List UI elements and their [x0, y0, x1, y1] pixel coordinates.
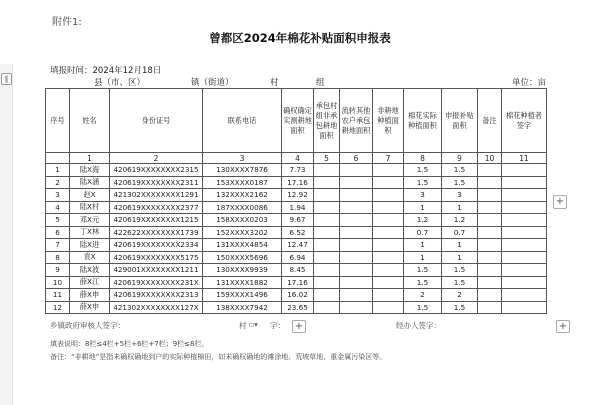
add-column-button[interactable]: + [553, 195, 567, 209]
table-row [46, 289, 547, 302]
header-cell: 确权确定实测耕地面积 [282, 89, 314, 153]
collapse-marker-icon[interactable]: ▫▾ [249, 320, 258, 329]
table-cell[interactable] [340, 251, 373, 264]
header-cell: 棉花种植者签字 [502, 89, 547, 153]
table-cell[interactable] [314, 164, 340, 177]
table-cell[interactable]: 1 [70, 153, 110, 164]
table-cell[interactable] [314, 189, 340, 202]
village-signature-label: 村 [239, 321, 247, 330]
table-cell[interactable]: 7 [373, 153, 404, 164]
table-cell[interactable] [478, 276, 502, 289]
handler-signature-label: 经办人签字： [396, 321, 441, 330]
row-number[interactable]: 7 [46, 239, 70, 252]
declared-area[interactable]: 3 [442, 189, 478, 202]
table-cell[interactable]: 2 [110, 153, 203, 164]
actual-area[interactable]: 1.5 [404, 164, 442, 177]
table-cell[interactable] [478, 164, 502, 177]
row-number[interactable]: 5 [46, 214, 70, 227]
id-number[interactable]: 420619XXXXXXXX1215 [110, 214, 203, 227]
measured-area[interactable]: 23.65 [282, 301, 314, 314]
table-cell[interactable] [478, 264, 502, 277]
table-cell[interactable] [373, 226, 404, 239]
header-row [46, 89, 547, 153]
table-cell[interactable] [478, 189, 502, 202]
id-number[interactable]: 420619XXXXXXXX2377 [110, 201, 203, 214]
table-cell[interactable] [373, 289, 404, 302]
table-cell[interactable] [314, 214, 340, 227]
group-label: 组 [316, 78, 325, 88]
row-number[interactable]: 4 [46, 201, 70, 214]
county-label: 县（市、区） [94, 78, 146, 88]
header-cell: 姓名 [70, 89, 110, 153]
id-number[interactable]: 420619XXXXXXXX5175 [110, 251, 203, 264]
table-cell[interactable] [46, 153, 70, 164]
row-number[interactable]: 6 [46, 226, 70, 239]
declared-area[interactable]: 1.5 [442, 164, 478, 177]
table-cell[interactable]: 4 [282, 153, 314, 164]
id-number[interactable]: 422622XXXXXXXX1739 [110, 226, 203, 239]
table-cell[interactable] [502, 189, 547, 202]
table-cell[interactable] [373, 189, 404, 202]
table-cell[interactable] [373, 301, 404, 314]
actual-area[interactable]: 1.5 [404, 301, 442, 314]
measured-area[interactable]: 12.92 [282, 189, 314, 202]
table-cell[interactable] [340, 214, 373, 227]
table-cell[interactable] [478, 239, 502, 252]
table-cell[interactable] [340, 301, 373, 314]
phone-number[interactable]: 130XXXX9939 [203, 264, 282, 277]
farmer-name[interactable]: 薛X申 [70, 289, 110, 302]
header-cell: 申报补贴面积 [442, 89, 478, 153]
actual-area[interactable]: 1 [404, 239, 442, 252]
village-label: 村 [270, 78, 279, 88]
table-cell[interactable] [373, 251, 404, 264]
fill-time: 填报时间：2024年12月18日 [50, 66, 162, 76]
row-number[interactable]: 9 [46, 264, 70, 277]
id-number[interactable]: 429001XXXXXXXX1211 [110, 264, 203, 277]
table-cell[interactable] [373, 214, 404, 227]
add-row-button-right[interactable]: + [556, 320, 570, 333]
table-cell[interactable] [502, 201, 547, 214]
farmer-name[interactable]: 陆X涵 [70, 176, 110, 189]
row-number[interactable]: 1 [46, 164, 70, 177]
declared-area[interactable]: 0.7 [442, 226, 478, 239]
measured-area[interactable]: 8.45 [282, 264, 314, 277]
table-cell[interactable] [340, 264, 373, 277]
id-number[interactable]: 420619XXXXXXXX231X [110, 276, 203, 289]
table-cell[interactable]: 6 [340, 153, 373, 164]
header-cell: 身份证号 [110, 89, 203, 153]
declaration-table [45, 88, 547, 314]
row-number[interactable]: 8 [46, 251, 70, 264]
measured-area[interactable]: 17.16 [282, 176, 314, 189]
table-cell[interactable] [502, 264, 547, 277]
table-cell[interactable] [314, 226, 340, 239]
table-cell[interactable] [314, 264, 340, 277]
table-cell[interactable] [373, 264, 404, 277]
header-cell: 棉花实际种植面积 [404, 89, 442, 153]
phone-number[interactable]: 130XXXX7876 [203, 164, 282, 177]
id-number[interactable]: 420619XXXXXXXX2315 [110, 164, 203, 177]
table-cell[interactable] [340, 226, 373, 239]
table-cell[interactable] [314, 239, 340, 252]
table-cell[interactable] [340, 276, 373, 289]
table-cell[interactable] [478, 289, 502, 302]
table-cell[interactable] [373, 276, 404, 289]
table-cell[interactable]: 3 [203, 153, 282, 164]
actual-area[interactable]: 0.7 [404, 226, 442, 239]
measured-area[interactable]: 12.47 [282, 239, 314, 252]
table-cell[interactable] [314, 176, 340, 189]
table-cell[interactable] [502, 301, 547, 314]
table-row [46, 251, 547, 264]
phone-number[interactable]: 131XXXX1882 [203, 276, 282, 289]
actual-area[interactable]: 1.2 [404, 214, 442, 227]
table-cell[interactable] [478, 301, 502, 314]
phone-number[interactable]: 159XXXX1496 [203, 289, 282, 302]
table-row [46, 239, 547, 252]
row-number[interactable]: 11 [46, 289, 70, 302]
town-label: 镇（街道） [191, 78, 234, 88]
attachment-label: 附件1: [52, 17, 82, 28]
table-row [46, 214, 547, 227]
measured-area[interactable]: 1.94 [282, 201, 314, 214]
farmer-name[interactable]: 丁X林 [70, 226, 110, 239]
phone-number[interactable]: 158XXXX0203 [203, 214, 282, 227]
measured-area[interactable]: 6.94 [282, 251, 314, 264]
actual-area[interactable]: 2 [404, 289, 442, 302]
table-cell[interactable] [314, 276, 340, 289]
measured-area[interactable]: 16.02 [282, 289, 314, 302]
table-cell[interactable] [340, 239, 373, 252]
table-row [46, 189, 547, 202]
phone-number[interactable]: 187XXXX0086 [203, 201, 282, 214]
actual-area[interactable]: 1.5 [404, 276, 442, 289]
table-cell[interactable] [373, 201, 404, 214]
table-cell[interactable] [502, 164, 547, 177]
table-cell[interactable] [314, 251, 340, 264]
actual-area[interactable]: 1.5 [404, 264, 442, 277]
actual-area[interactable]: 1.5 [404, 176, 442, 189]
declared-area[interactable]: 1.5 [442, 301, 478, 314]
table-cell[interactable] [502, 176, 547, 189]
table-cell[interactable] [478, 201, 502, 214]
table-row [46, 176, 547, 189]
table-cell[interactable]: 10 [478, 153, 502, 164]
farmer-name[interactable]: 袁X [70, 251, 110, 264]
page-title: 曾都区2024年棉花补贴面积申报表 [209, 31, 391, 45]
farmer-name[interactable]: 薛X申 [70, 301, 110, 314]
column-number-row [46, 153, 547, 164]
table-cell[interactable] [478, 176, 502, 189]
table-cell[interactable] [502, 251, 547, 264]
header-cell: 非耕地种植面积 [373, 89, 404, 153]
table-cell[interactable]: 8 [404, 153, 442, 164]
id-number[interactable]: 420619XXXXXXXX2311 [110, 176, 203, 189]
id-number[interactable]: 421302XXXXXXXX1291 [110, 189, 203, 202]
table-cell[interactable] [373, 164, 404, 177]
actual-area[interactable]: 1 [404, 251, 442, 264]
declared-area[interactable]: 1.5 [442, 264, 478, 277]
table-cell[interactable]: 11 [502, 153, 547, 164]
farmer-name[interactable]: 陆X村 [70, 201, 110, 214]
header-cell: 承包村组非承包耕地面积 [314, 89, 340, 153]
table-cell[interactable] [478, 214, 502, 227]
table-row [46, 164, 547, 177]
declared-area[interactable]: 1 [442, 239, 478, 252]
declared-area[interactable]: 1.5 [442, 176, 478, 189]
header-cell: 流转其他农户承包耕地面积 [340, 89, 373, 153]
declared-area[interactable]: 1 [442, 201, 478, 214]
village-signature-suffix: 字： [270, 321, 285, 330]
id-number[interactable]: 420619XXXXXXXX2334 [110, 239, 203, 252]
header-cell: 联系电话 [203, 89, 282, 153]
fill-instructions: 填表说明：8栏≤4栏+5栏+6栏+7栏；9栏≤8栏。 [50, 340, 209, 348]
table-cell[interactable] [502, 276, 547, 289]
table-cell[interactable]: 5 [314, 153, 340, 164]
phone-number[interactable]: 150XXXX5696 [203, 251, 282, 264]
row-number[interactable]: 12 [46, 301, 70, 314]
table-cell[interactable] [340, 289, 373, 302]
phone-number[interactable]: 138XXXX7942 [203, 301, 282, 314]
measured-area[interactable]: 6.52 [282, 226, 314, 239]
table-row [46, 264, 547, 277]
editor-left-gutter [0, 64, 13, 405]
table-cell[interactable] [478, 251, 502, 264]
table-move-handle-icon[interactable]: ‖ [1, 73, 12, 85]
table-cell[interactable]: 9 [442, 153, 478, 164]
table-row [46, 301, 547, 314]
declared-area[interactable]: 1 [442, 251, 478, 264]
farmer-name[interactable]: 陆X海 [70, 164, 110, 177]
measured-area[interactable]: 9.67 [282, 214, 314, 227]
farmer-name[interactable]: 赵X [70, 189, 110, 202]
id-number[interactable]: 420619XXXXXXXX2313 [110, 289, 203, 302]
phone-number[interactable]: 131XXXX4854 [203, 239, 282, 252]
declared-area[interactable]: 1.2 [442, 214, 478, 227]
table-cell[interactable] [502, 239, 547, 252]
measured-area[interactable]: 7.73 [282, 164, 314, 177]
table-row [46, 226, 547, 239]
table-cell[interactable] [340, 189, 373, 202]
unit-label: 单位：亩 [512, 78, 547, 88]
declared-area[interactable]: 1.5 [442, 276, 478, 289]
table-row [46, 276, 547, 289]
row-number[interactable]: 10 [46, 276, 70, 289]
header-cell: 备注 [478, 89, 502, 153]
measured-area[interactable]: 17.16 [282, 276, 314, 289]
farmer-name[interactable]: 陆X进 [70, 239, 110, 252]
phone-number[interactable]: 132XXXX2162 [203, 189, 282, 202]
table-cell[interactable] [373, 239, 404, 252]
add-row-button[interactable]: + [292, 320, 306, 333]
table-cell[interactable] [502, 214, 547, 227]
table-cell[interactable] [340, 201, 373, 214]
table-cell[interactable] [314, 201, 340, 214]
table-cell[interactable] [373, 176, 404, 189]
farmer-name[interactable]: 邓X元 [70, 214, 110, 227]
remark-note: 备注：“非耕地”是指未确权确地到户的实际种植棉田，如未确权确地的滩涂地、荒坡草地、重金属污染区等。 [50, 353, 387, 361]
row-number[interactable]: 3 [46, 189, 70, 202]
table-cell[interactable] [340, 176, 373, 189]
table-cell[interactable] [502, 289, 547, 302]
phone-number[interactable]: 153XXXX0187 [203, 176, 282, 189]
table-row [46, 201, 547, 214]
id-number[interactable]: 421302XXXXXXXX127X [110, 301, 203, 314]
table-cell[interactable] [502, 226, 547, 239]
row-number[interactable]: 2 [46, 176, 70, 189]
table-cell[interactable] [478, 226, 502, 239]
actual-area[interactable]: 3 [404, 189, 442, 202]
table-cell[interactable] [314, 301, 340, 314]
township-signature-label: 乡镇政府审核人签字： [50, 321, 125, 330]
declared-area[interactable]: 2 [442, 289, 478, 302]
actual-area[interactable]: 1 [404, 201, 442, 214]
table-cell[interactable] [340, 164, 373, 177]
farmer-name[interactable]: 陆X波 [70, 264, 110, 277]
header-cell: 序号 [46, 89, 70, 153]
farmer-name[interactable]: 薛X江 [70, 276, 110, 289]
phone-number[interactable]: 152XXXX3202 [203, 226, 282, 239]
table-cell[interactable] [314, 289, 340, 302]
